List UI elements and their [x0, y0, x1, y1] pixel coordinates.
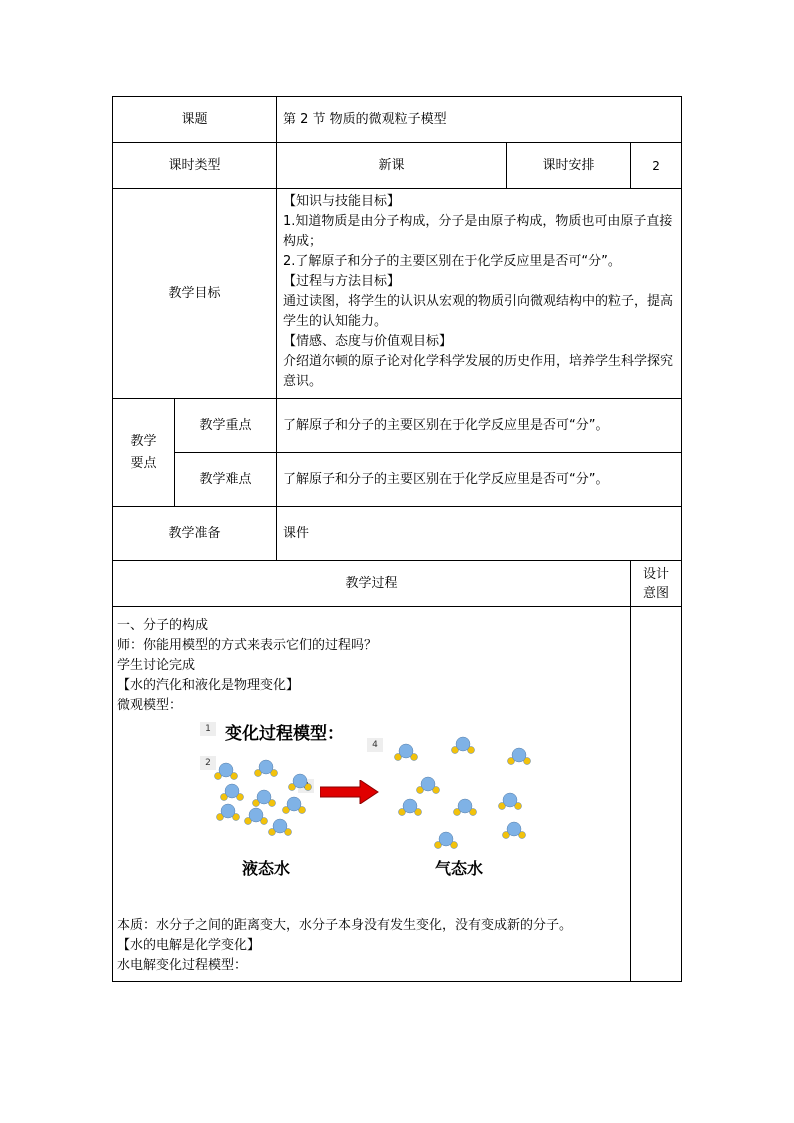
- water-molecule-icon: [506, 746, 532, 768]
- topic-row: [113, 97, 682, 143]
- lesson-type-label: 课时类型: [113, 143, 277, 189]
- water-molecule-icon: [215, 802, 241, 824]
- change-arrow-icon: [320, 780, 380, 804]
- key-points-group-label: 教学要点: [113, 399, 175, 507]
- preparation-row: [113, 507, 682, 561]
- key-point-row: [113, 399, 682, 453]
- difficult-point-row: [113, 453, 682, 507]
- schedule-value: 2: [631, 143, 682, 189]
- water-molecule-icon: [243, 806, 269, 828]
- process-line: 本质：水分子之间的距离变大，水分子本身没有发生变化，没有变成新的分子。: [117, 918, 573, 933]
- preparation-value: 课件: [277, 507, 682, 561]
- water-molecule-icon: [397, 797, 423, 819]
- figure-tag-2: 2: [200, 756, 216, 770]
- liquid-water-label: 液态水: [242, 859, 291, 878]
- process-header-row: [113, 561, 682, 607]
- water-molecule-icon: [253, 758, 279, 780]
- key-point-label: 教学重点: [175, 399, 277, 453]
- figure-tag-4: 4: [367, 738, 383, 752]
- process-line: 【水的电解是化学变化】: [117, 938, 261, 953]
- design-intent-cell: [631, 607, 682, 982]
- water-molecule-icon: [267, 817, 293, 839]
- objective-line: 介绍道尔顿的原子论对化学科学发展的历史作用，培养学生科学探究意识。: [283, 353, 674, 389]
- process-line: 微观模型：: [117, 698, 183, 713]
- process-header-label: 教学过程: [113, 561, 631, 607]
- objective-line: 2.了解原子和分子的主要区别在于化学反应里是否可“分”。: [283, 253, 621, 269]
- objective-line: 【过程与方法目标】: [283, 273, 401, 289]
- water-molecule-icon: [452, 797, 478, 819]
- water-molecule-icon: [497, 791, 523, 813]
- key-point-value: 了解原子和分子的主要区别在于化学反应里是否可“分”。: [277, 399, 682, 453]
- water-vaporization-figure: [117, 716, 617, 916]
- water-molecule-icon: [501, 820, 527, 842]
- process-line: 水电解变化过程模型：: [117, 958, 248, 973]
- design-intent-label: 设计意图: [631, 561, 682, 607]
- water-molecule-icon: [393, 742, 419, 764]
- objectives-content: [277, 189, 682, 399]
- figure-title: 变化过程模型：: [225, 724, 344, 744]
- figure-tag-1: 1: [200, 722, 216, 736]
- water-molecule-icon: [450, 735, 476, 757]
- objective-line: 1.知道物质是由分子构成，分子是由原子构成，物质也可由原子直接构成；: [283, 213, 673, 249]
- process-line: 师：你能用模型的方式来表示它们的过程吗？: [117, 638, 378, 653]
- process-line: 一、分子的构成: [117, 618, 209, 633]
- process-content: [113, 607, 631, 982]
- lesson-type-row: [113, 143, 682, 189]
- process-line: 【水的汽化和液化是物理变化】: [117, 678, 300, 693]
- process-line: 学生讨论完成: [117, 658, 196, 673]
- objective-line: 【情感、态度与价值观目标】: [283, 333, 453, 349]
- schedule-label: 课时安排: [507, 143, 631, 189]
- water-molecule-icon: [213, 761, 239, 783]
- lesson-plan-table: [112, 96, 682, 982]
- water-molecule-icon: [287, 772, 313, 794]
- topic-value: 第 2 节 物质的微观粒子模型: [277, 97, 682, 143]
- objectives-label: 教学目标: [113, 189, 277, 399]
- objective-line: 【知识与技能目标】: [283, 193, 401, 209]
- water-molecule-icon: [219, 782, 245, 804]
- difficult-point-label: 教学难点: [175, 453, 277, 507]
- water-molecule-icon: [415, 775, 441, 797]
- process-row: [113, 607, 682, 982]
- topic-label: 课题: [113, 97, 277, 143]
- water-molecule-icon: [433, 830, 459, 852]
- difficult-point-value: 了解原子和分子的主要区别在于化学反应里是否可“分”。: [277, 453, 682, 507]
- water-molecule-icon: [281, 795, 307, 817]
- objectives-row: [113, 189, 682, 399]
- preparation-label: 教学准备: [113, 507, 277, 561]
- objective-line: 通过读图，将学生的认识从宏观的物质引向微观结构中的粒子，提高学生的认知能力。: [283, 293, 674, 329]
- lesson-type-value: 新课: [277, 143, 507, 189]
- gas-water-label: 气态水: [435, 859, 484, 878]
